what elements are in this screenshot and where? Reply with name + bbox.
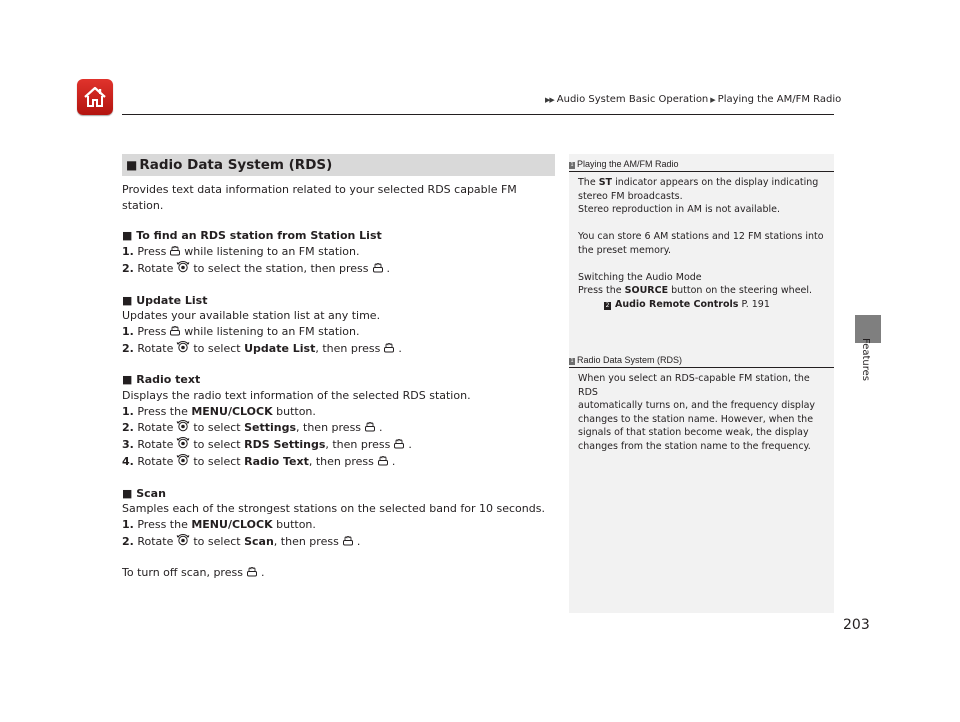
step: 3. Rotate to select RDS Settings, then press . <box>122 438 412 452</box>
note-marker-icon: 1 <box>570 358 574 364</box>
header-divider <box>122 114 834 115</box>
step: 4. Rotate to select Radio Text, then press . <box>122 454 396 468</box>
home-button[interactable] <box>77 79 113 115</box>
dial-rotate-icon <box>176 419 190 433</box>
step: 1. Press while listening to an FM station. <box>122 324 360 338</box>
note-body-playing-radio: The ST indicator appears on the display indicating stereo FM broadcasts. Stereo reproduction in AM is not available. You can store 6 AM stations and 12 FM stations into the preset memory. Switching the Audio Mode Press the SOURCE button on the steering wheel. 2 Audio Remote Controls P. 191 <box>578 176 828 311</box>
intro-text: Provides text data information related to your selected RDS capable FM station. <box>122 183 517 212</box>
knob-press-icon <box>246 566 258 578</box>
knob-press-icon <box>372 262 384 274</box>
subheading-find-station: ■ To find an RDS station from Station List <box>122 229 382 243</box>
subheading-scan: ■ Scan <box>122 486 166 500</box>
dial-rotate-icon <box>176 533 190 547</box>
breadcrumb-item[interactable]: Audio System Basic Operation <box>556 94 709 105</box>
breadcrumb-separator-icon: ▶ <box>710 96 716 104</box>
note-title-rds: 1 Radio Data System (RDS) <box>569 353 834 368</box>
section-header <box>122 154 555 176</box>
dial-rotate-icon <box>176 453 190 467</box>
cross-reference-link[interactable]: 2 Audio Remote Controls P. 191 <box>605 298 770 310</box>
step: 1. Press while listening to an FM station. <box>122 245 360 259</box>
step: 1. Press the MENU/CLOCK button. <box>122 404 316 418</box>
note-title-playing-radio: 1 Playing the AM/FM Radio <box>569 157 834 172</box>
dial-rotate-icon <box>176 340 190 354</box>
step: 1. Press the MENU/CLOCK button. <box>122 517 316 531</box>
step: 2. Rotate to select Scan, then press . <box>122 534 361 548</box>
note-body-rds: When you select an RDS-capable FM station, the RDS automatically turns on, and the frequency display changes to the station name. However, when the signals of that station become weak, the display changes from the station name to the frequency. <box>578 373 816 452</box>
breadcrumb <box>545 94 841 105</box>
knob-press-icon <box>377 455 389 467</box>
description: Updates your available station list at any time. <box>122 309 381 323</box>
knob-press-icon <box>364 421 376 433</box>
description: Displays the radio text information of the selected RDS station. <box>122 389 471 403</box>
knob-press-icon <box>383 342 395 354</box>
step: 2. Rotate to select Settings, then press . <box>122 421 383 435</box>
knob-press-icon <box>342 535 354 547</box>
page-number: 203 <box>843 617 870 633</box>
section-title: Radio Data System (RDS) <box>139 157 333 173</box>
main-content <box>122 154 555 581</box>
note-marker-icon: 1 <box>570 162 574 168</box>
step: 2. Rotate to select Update List, then press . <box>122 341 402 355</box>
reference-arrow-icon: 2 <box>605 301 610 309</box>
dial-rotate-icon <box>176 260 190 274</box>
features-tab-label: Features <box>860 338 871 381</box>
subheading-radio-text: ■ Radio text <box>122 373 201 387</box>
knob-press-icon <box>393 438 405 450</box>
sidebar-notes <box>569 154 834 613</box>
dial-rotate-icon <box>176 436 190 450</box>
subheading-update-list: ■ Update List <box>122 293 208 307</box>
home-icon <box>82 85 108 109</box>
knob-press-icon <box>169 245 181 257</box>
square-bullet-icon: ■ <box>126 158 138 172</box>
breadcrumb-arrows-icon: ▶▶ <box>545 96 554 104</box>
turn-off-scan-text: To turn off scan, press . <box>122 566 265 580</box>
knob-press-icon <box>169 325 181 337</box>
description: Samples each of the strongest stations on the selected band for 10 seconds. <box>122 502 545 516</box>
breadcrumb-item[interactable]: Playing the AM/FM Radio <box>717 94 842 105</box>
step: 2. Rotate to select the station, then press . <box>122 261 390 275</box>
